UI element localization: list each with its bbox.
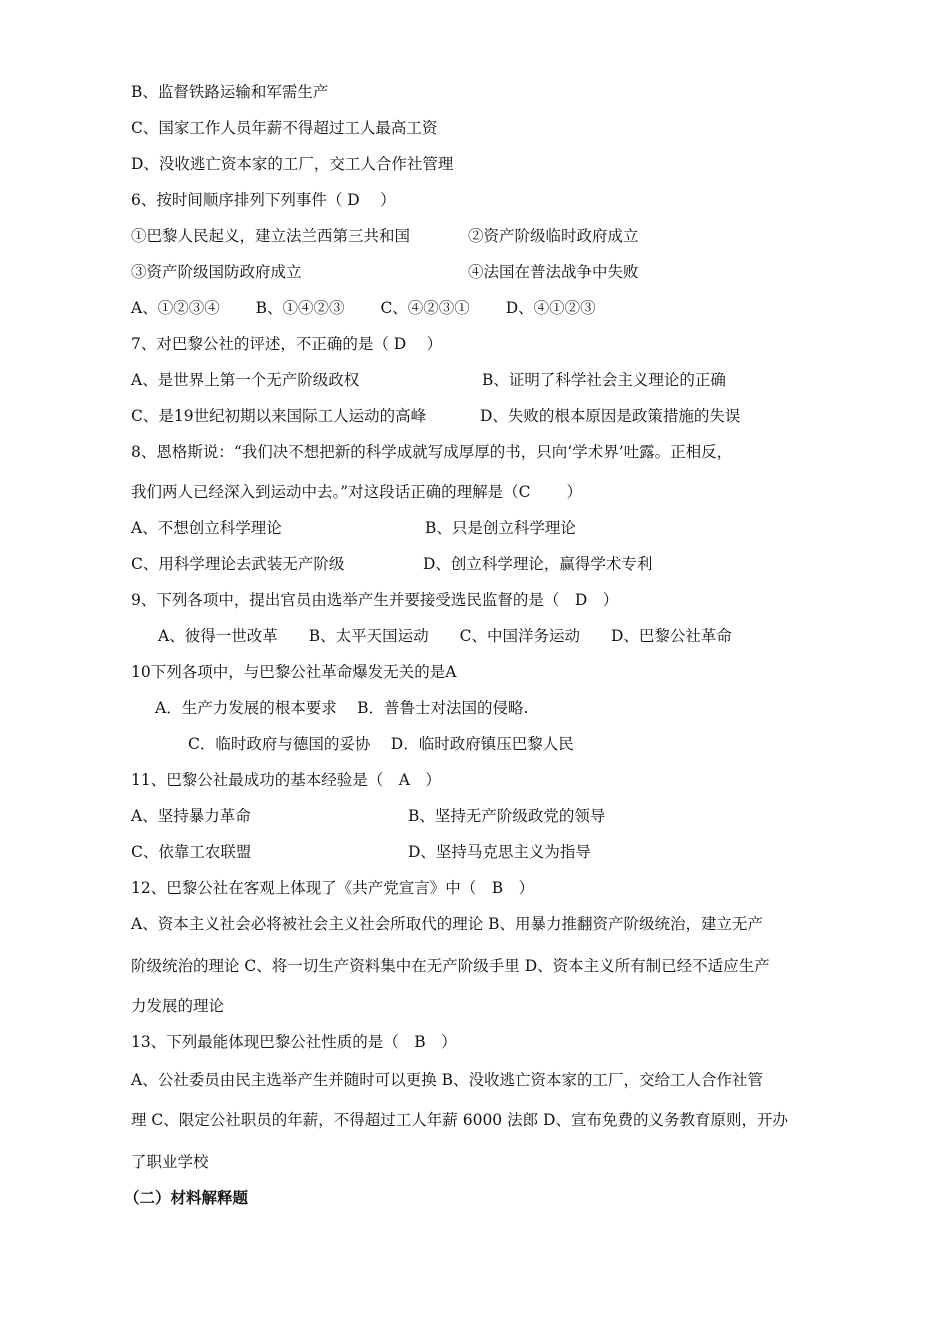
question-8-line-2: 我们两人已经深入到运动中去。”对这段话正确的理解是（C ）: [131, 483, 582, 501]
question-12: 12、巴黎公社在客观上体现了《共产党宣言》中（ B ）: [131, 879, 535, 897]
question-7-option-c: C、是19世纪初期以来国际工人运动的高峰: [131, 407, 427, 425]
question-6: 6、按时间顺序排列下列事件（ D ）: [131, 191, 396, 209]
question-9: 9、下列各项中，提出官员由选举产生并要接受选民监督的是（ D ）: [131, 591, 619, 609]
question-7: 7、对巴黎公社的评述，不正确的是（ D ）: [131, 335, 443, 353]
question-13-line-3: 了职业学校: [131, 1153, 209, 1171]
question-10: 10下列各项中，与巴黎公社革命爆发无关的是A: [131, 663, 457, 681]
question-6-item-4: ④法国在普法战争中失败: [468, 263, 639, 281]
option-c-line: C、国家工作人员年薪不得超过工人最高工资: [131, 119, 438, 137]
question-10-options-cd: C．临时政府与德国的妥协 D．临时政府镇压巴黎人民: [188, 735, 574, 753]
question-11-option-b: B、坚持无产阶级政党的领导: [408, 807, 606, 825]
question-11-option-c: C、依靠工农联盟: [131, 843, 252, 861]
question-13-line-2: 理 C、限定公社职员的年薪，不得超过工人年薪 6000 法郎 D、宣布免费的义务教育原则，开办: [131, 1111, 788, 1129]
question-8-option-b: B、只是创立科学理论: [425, 519, 576, 537]
question-10-options-ab: A．生产力发展的根本要求 B．普鲁士对法国的侵略.: [155, 699, 529, 717]
question-7-option-a: A、是世界上第一个无产阶级政权: [131, 371, 360, 389]
question-9-choices: A、彼得一世改革 B、太平天国运动 C、中国洋务运动 D、巴黎公社革命: [158, 627, 732, 645]
question-7-option-b: B、证明了科学社会主义理论的正确: [482, 371, 726, 389]
option-b-line: B、监督铁路运输和军需生产: [131, 83, 329, 101]
question-8-option-a: A、不想创立科学理论: [131, 519, 282, 537]
section-heading: （二）材料解释题: [124, 1188, 249, 1207]
question-8-option-c: C、用科学理论去武装无产阶级: [131, 555, 345, 573]
question-12-line-2: 阶级统治的理论 C、将一切生产资料集中在无产阶级手里 D、资本主义所有制已经不适应生产: [131, 957, 770, 975]
question-13: 13、下列最能体现巴黎公社性质的是（ B ）: [131, 1033, 457, 1051]
question-13-line-1: A、公社委员由民主选举产生并随时可以更换 B、没收逃亡资本家的工厂，交给工人合作社管: [131, 1071, 764, 1089]
question-7-option-d: D、失败的根本原因是政策措施的失误: [480, 407, 741, 425]
question-6-choices: A、①②③④ B、①④②③ C、④②③① D、④①②③: [131, 299, 596, 317]
question-11-option-d: D、坚持马克思主义为指导: [408, 843, 591, 861]
option-d-line: D、没收逃亡资本家的工厂，交工人合作社管理: [131, 155, 454, 173]
question-11-option-a: A、坚持暴力革命: [131, 807, 251, 825]
question-12-line-1: A、资本主义社会必将被社会主义社会所取代的理论 B、用暴力推翻资产阶级统治，建立无产: [131, 915, 764, 933]
question-6-item-2: ②资产阶级临时政府成立: [468, 227, 639, 245]
question-12-line-3: 力发展的理论: [131, 997, 225, 1015]
question-8-option-d: D、创立科学理论，赢得学术专利: [423, 555, 653, 573]
question-6-item-1: ①巴黎人民起义，建立法兰西第三共和国: [131, 227, 411, 245]
question-11: 11、巴黎公社最成功的基本经验是（ A ）: [131, 771, 441, 789]
question-8-line-1: 8、恩格斯说：“我们决不想把新的科学成就写成厚厚的书，只向‘学术界’吐露。正相反，: [131, 443, 733, 461]
question-6-item-3: ③资产阶级国防政府成立: [131, 263, 302, 281]
